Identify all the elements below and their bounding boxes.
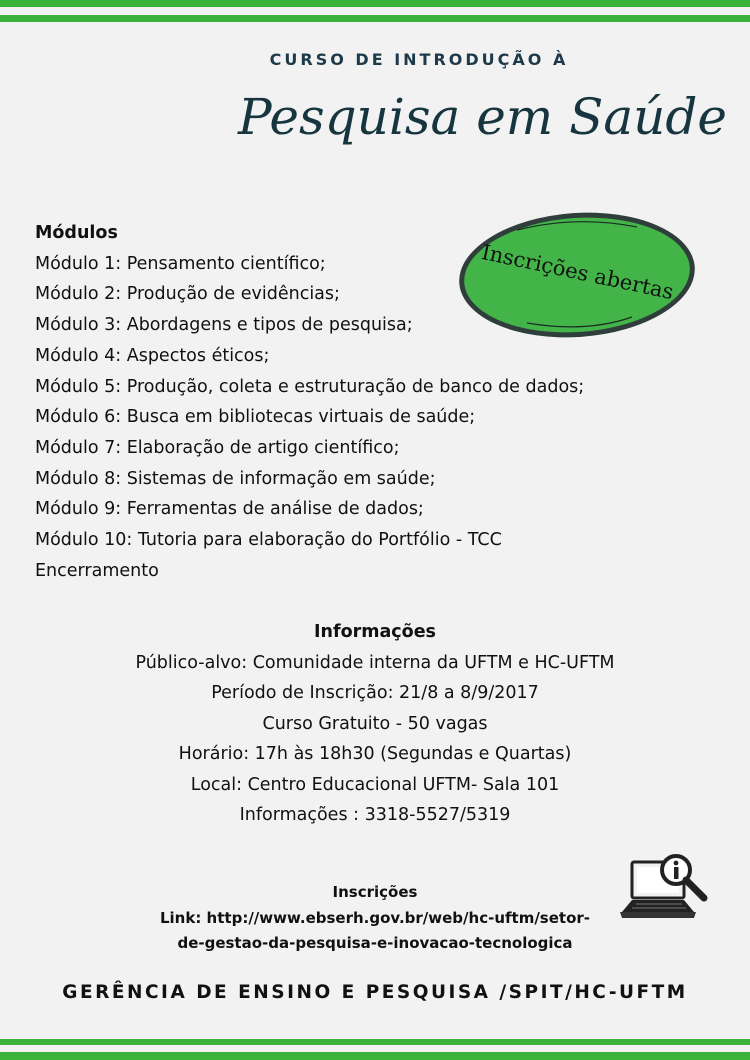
top-stripe-2 [0, 15, 750, 22]
module-item: Módulo 4: Aspectos éticos; [35, 345, 270, 366]
registration-open-badge [457, 205, 697, 345]
badge-text: Inscrições abertas [479, 239, 676, 305]
modules-heading: Módulos [35, 223, 118, 243]
registration-link-line1[interactable]: Link: http://www.ebserh.gov.br/web/hc-uftm/setor- [159, 908, 591, 927]
module-item: Módulo 6: Busca em bibliotecas virtuais de saúde; [35, 407, 476, 428]
info-section [0, 617, 750, 831]
info-line: Público-alvo: Comunidade interna da UFTM e HC-UFTM [135, 652, 615, 673]
registration-link-line2[interactable]: de-gestao-da-pesquisa-e-inovacao-tecnologica [177, 934, 573, 952]
module-item: Módulo 5: Produção, coleta e estruturação de banco de dados; [35, 376, 585, 397]
bottom-stripe-2 [0, 1052, 750, 1060]
info-line: Informações : 3318-5527/5319 [239, 805, 511, 825]
info-line: Período de Inscrição: 21/8 a 8/9/2017 [211, 683, 539, 703]
info-line: Horário: 17h às 18h30 (Segundas e Quartas) [178, 744, 572, 764]
module-item: Módulo 7: Elaboração de artigo científico; [35, 437, 400, 458]
info-line: Curso Gratuito - 50 vagas [262, 713, 488, 734]
module-item: Módulo 3: Abordagens e tipos de pesquisa; [35, 315, 413, 336]
info-heading: Informações [314, 622, 436, 642]
course-subtitle: CURSO DE INTRODUÇÃO À [269, 50, 569, 69]
module-item: Módulo 8: Sistemas de informação em saúde; [35, 468, 436, 489]
registration-section [0, 880, 750, 957]
module-item: Módulo 10: Tutoria para elaboração do Portfólio - TCC [35, 530, 502, 551]
footer-text: GERÊNCIA DE ENSINO E PESQUISA /SPIT/HC-UFTM [62, 982, 688, 1003]
module-item: Módulo 2: Produção de evidências; [35, 284, 340, 305]
module-item: Encerramento [35, 560, 159, 581]
registration-heading: Inscrições [332, 883, 418, 901]
top-stripe-1 [0, 0, 750, 7]
module-item: Módulo 9: Ferramentas de análise de dados; [35, 499, 424, 520]
course-title: Pesquisa em Saúde [238, 88, 727, 146]
bottom-stripe-1 [0, 1039, 750, 1045]
module-item: Módulo 1: Pensamento científico; [35, 253, 326, 274]
info-line: Local: Centro Educacional UFTM- Sala 101 [190, 774, 560, 795]
